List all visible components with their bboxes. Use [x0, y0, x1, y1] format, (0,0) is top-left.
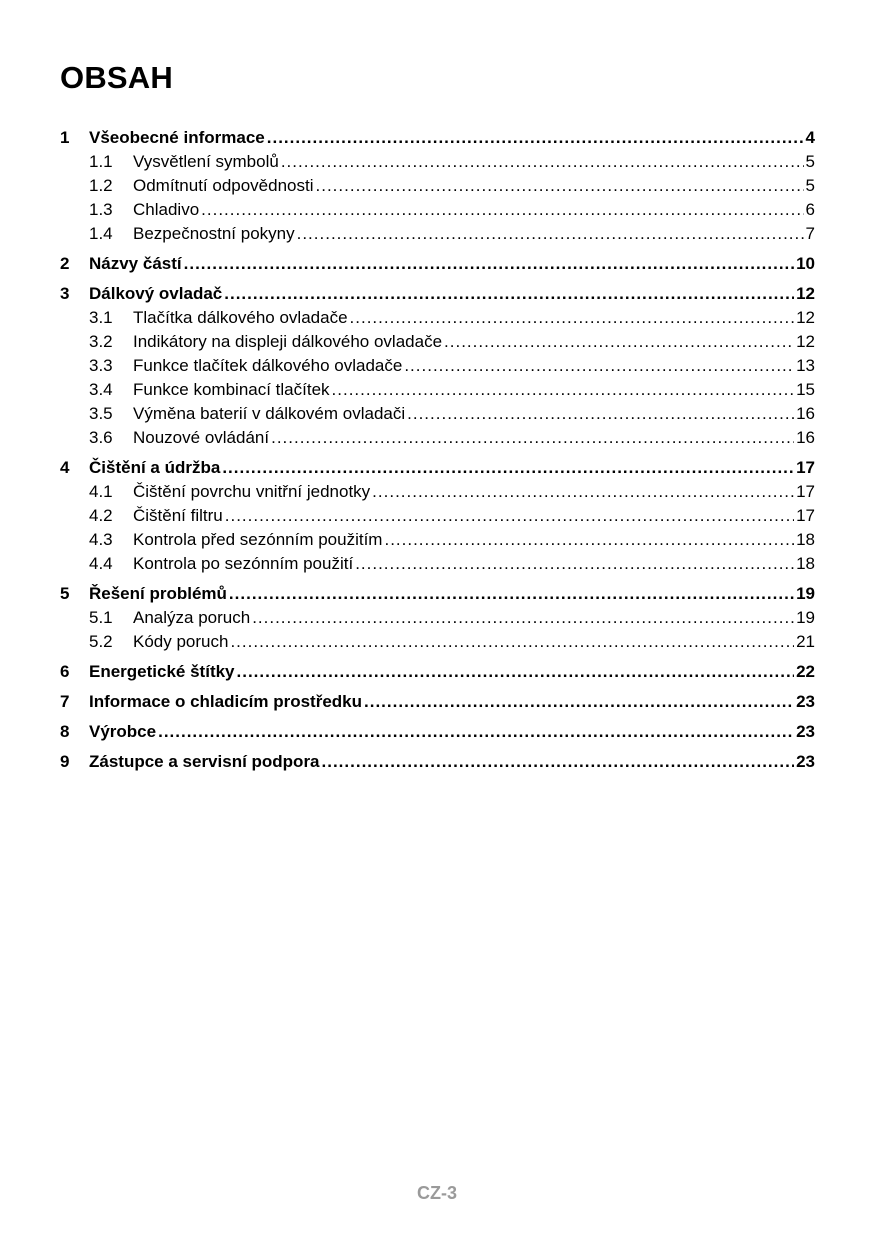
toc-section-title: Odmítnutí odpovědnosti: [133, 176, 314, 195]
toc-dot-leader: [267, 126, 804, 150]
toc-page-number: 15: [796, 380, 815, 399]
toc-section-number: 4.2: [89, 506, 113, 525]
toc-dot-leader: [230, 630, 794, 654]
toc-section-number: 3.6: [89, 428, 113, 447]
toc-chapter-title: Čištění a údržba: [89, 458, 221, 477]
toc-section-entry[interactable]: [60, 528, 815, 552]
page-number: CZ-3: [417, 1183, 457, 1203]
toc-page-number: 22: [796, 662, 815, 681]
toc-dot-leader: [384, 528, 794, 552]
toc-page-number: 7: [805, 224, 815, 243]
toc-section-title: Funkce tlačítek dálkového ovladače: [133, 356, 403, 375]
toc-page-number: 17: [796, 458, 815, 477]
toc-chapter-title: Energetické štítky: [89, 662, 235, 681]
toc-chapter-title: Názvy částí: [89, 254, 182, 273]
toc-section-title: Analýza poruch: [133, 608, 251, 627]
toc-section-number: 1.2: [89, 176, 113, 195]
toc-section-title: Vysvětlení symbolů: [133, 152, 279, 171]
toc-page-number: 19: [796, 608, 815, 627]
toc-chapter-number: 4: [60, 458, 70, 477]
toc-chapter-title: Zástupce a servisní podpora: [89, 752, 320, 771]
toc-section-title: Kontrola po sezónním použití: [133, 554, 354, 573]
toc-section-entry[interactable]: [60, 606, 815, 630]
toc-page-number: 12: [796, 308, 815, 327]
toc-page-number: 21: [796, 632, 815, 651]
toc-chapter-title: Výrobce: [89, 722, 157, 741]
toc-page-number: 18: [796, 530, 815, 549]
toc-section-number: 5.1: [89, 608, 113, 627]
toc-dot-leader: [332, 378, 795, 402]
toc-section-entry[interactable]: [60, 480, 815, 504]
toc-page-number: 4: [805, 128, 815, 147]
toc-dot-leader: [252, 606, 794, 630]
toc-chapter-number: 5: [60, 584, 70, 603]
toc-chapter-entry[interactable]: [60, 456, 815, 480]
table-of-contents: [60, 126, 815, 774]
toc-chapter-title: Řešení problémů: [89, 584, 227, 603]
toc-chapter-number: 8: [60, 722, 70, 741]
toc-section-number: 1.4: [89, 224, 113, 243]
toc-chapter-number: 1: [60, 128, 70, 147]
toc-dot-leader: [201, 198, 803, 222]
toc-section-entry[interactable]: [60, 354, 815, 378]
toc-section-number: 1.1: [89, 152, 113, 171]
toc-dot-leader: [225, 504, 794, 528]
toc-section-title: Nouzové ovládání: [133, 428, 270, 447]
toc-chapter-entry[interactable]: [60, 720, 815, 744]
toc-section-entry[interactable]: [60, 330, 815, 354]
toc-dot-leader: [407, 402, 794, 426]
toc-chapter-number: 7: [60, 692, 70, 711]
toc-section-title: Bezpečnostní pokyny: [133, 224, 295, 243]
toc-dot-leader: [229, 582, 794, 606]
toc-section-title: Výměna baterií v dálkovém ovladači: [133, 404, 406, 423]
toc-dot-leader: [316, 174, 804, 198]
toc-page-number: 18: [796, 554, 815, 573]
toc-chapter-entry[interactable]: [60, 660, 815, 684]
toc-dot-leader: [404, 354, 794, 378]
toc-dot-leader: [237, 660, 795, 684]
toc-chapter-entry[interactable]: [60, 690, 815, 714]
toc-page-number: 23: [796, 752, 815, 771]
toc-chapter-title: Informace o chladicím prostředku: [89, 692, 363, 711]
toc-dot-leader: [444, 330, 794, 354]
toc-section-number: 1.3: [89, 200, 113, 219]
toc-chapter-number: 2: [60, 254, 70, 273]
toc-section-entry[interactable]: [60, 552, 815, 576]
toc-section-entry[interactable]: [60, 174, 815, 198]
toc-page-number: 16: [796, 428, 815, 447]
toc-chapter-entry[interactable]: [60, 582, 815, 606]
toc-section-title: Tlačítka dálkového ovladače: [133, 308, 348, 327]
toc-section-number: 4.4: [89, 554, 113, 573]
toc-dot-leader: [184, 252, 794, 276]
toc-section-entry[interactable]: [60, 630, 815, 654]
toc-chapter-entry[interactable]: [60, 252, 815, 276]
toc-page-number: 16: [796, 404, 815, 423]
toc-dot-leader: [158, 720, 794, 744]
toc-section-entry[interactable]: [60, 426, 815, 450]
toc-page-number: 23: [796, 692, 815, 711]
toc-section-entry[interactable]: [60, 402, 815, 426]
toc-section-entry[interactable]: [60, 504, 815, 528]
toc-section-title: Funkce kombinací tlačítek: [133, 380, 330, 399]
toc-dot-leader: [364, 690, 794, 714]
toc-section-number: 3.1: [89, 308, 113, 327]
toc-dot-leader: [372, 480, 794, 504]
toc-section-title: Čištění filtru: [133, 506, 223, 525]
toc-section-number: 4.1: [89, 482, 113, 501]
toc-section-title: Kódy poruch: [133, 632, 229, 651]
toc-page-number: 23: [796, 722, 815, 741]
toc-page-number: 5: [805, 152, 815, 171]
toc-page-number: 12: [796, 284, 815, 303]
toc-dot-leader: [281, 150, 804, 174]
toc-page-number: 13: [796, 356, 815, 375]
toc-dot-leader: [222, 456, 794, 480]
toc-chapter-title: Všeobecné informace: [89, 128, 265, 147]
toc-section-entry[interactable]: [60, 306, 815, 330]
toc-section-entry[interactable]: [60, 378, 815, 402]
toc-section-title: Kontrola před sezónním použitím: [133, 530, 383, 549]
toc-section-entry[interactable]: [60, 222, 815, 246]
toc-chapter-title: Dálkový ovladač: [89, 284, 223, 303]
toc-dot-leader: [355, 552, 794, 576]
toc-dot-leader: [350, 306, 795, 330]
toc-page-number: 5: [805, 176, 815, 195]
toc-section-title: Indikátory na displeji dálkového ovladače: [133, 332, 443, 351]
toc-section-number: 3.5: [89, 404, 113, 423]
toc-section-number: 4.3: [89, 530, 113, 549]
toc-page-number: 6: [805, 200, 815, 219]
toc-page-number: 17: [796, 482, 815, 501]
page-title: OBSAH: [60, 60, 173, 95]
toc-section-entry[interactable]: [60, 150, 815, 174]
toc-chapter-number: 6: [60, 662, 70, 681]
toc-section-number: 3.2: [89, 332, 113, 351]
toc-section-title: Chladivo: [133, 200, 200, 219]
toc-dot-leader: [271, 426, 794, 450]
toc-page-number: 17: [796, 506, 815, 525]
toc-chapter-number: 3: [60, 284, 70, 303]
toc-section-title: Čištění povrchu vnitřní jednotky: [133, 482, 371, 501]
toc-dot-leader: [224, 282, 794, 306]
toc-page-number: 12: [796, 332, 815, 351]
toc-dot-leader: [322, 750, 795, 774]
toc-section-entry[interactable]: [60, 198, 815, 222]
toc-section-number: 5.2: [89, 632, 113, 651]
toc-page-number: 10: [796, 254, 815, 273]
toc-chapter-entry[interactable]: [60, 126, 815, 150]
toc-section-number: 3.3: [89, 356, 113, 375]
toc-chapter-number: 9: [60, 752, 70, 771]
toc-page-number: 19: [796, 584, 815, 603]
toc-chapter-entry[interactable]: [60, 282, 815, 306]
toc-section-number: 3.4: [89, 380, 113, 399]
toc-chapter-entry[interactable]: [60, 750, 815, 774]
toc-dot-leader: [297, 222, 804, 246]
